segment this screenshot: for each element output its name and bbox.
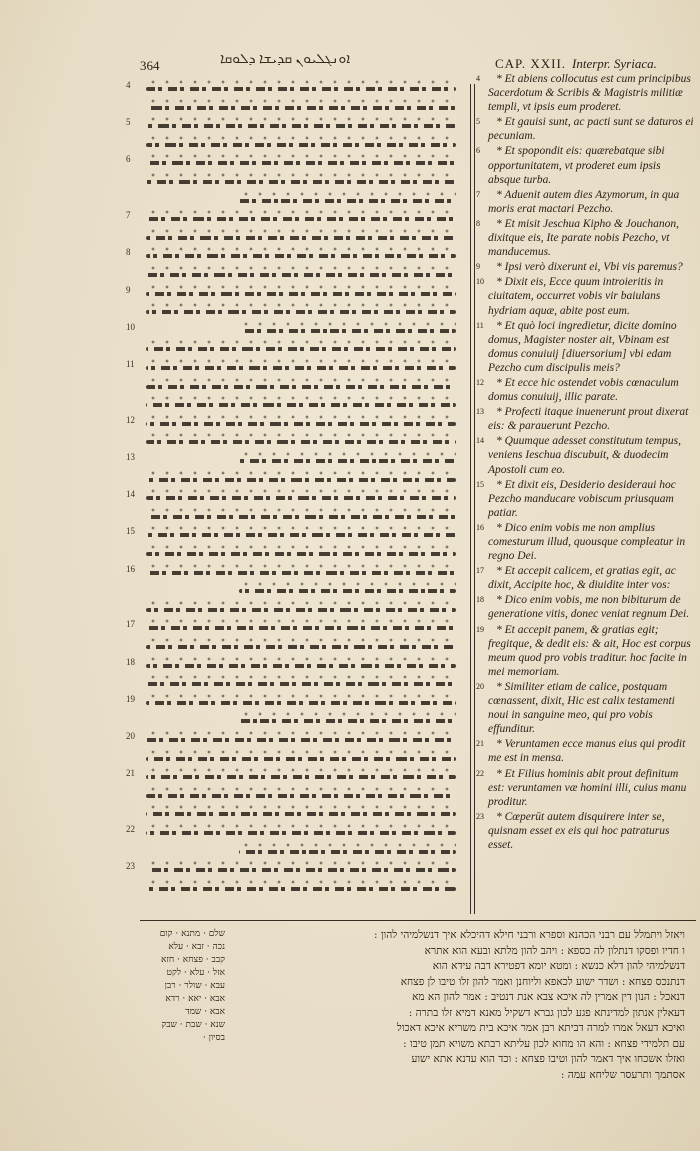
hebrew-line: דנאכל : הנון דין אמרין לה איכא צבא אנת דנטיב : אמר להון הא מא bbox=[412, 991, 685, 1003]
latin-verse bbox=[478, 260, 696, 274]
syriac-verse-number: 4 bbox=[126, 80, 131, 90]
verse-number: 22 bbox=[476, 768, 484, 778]
syriac-line bbox=[146, 785, 456, 803]
footnote-divider bbox=[140, 920, 696, 921]
gloss-line: בסיון · bbox=[202, 1033, 225, 1043]
syriac-line bbox=[146, 562, 456, 580]
verse-text: * Et dixit eis, Desiderio desideraui hoc Pezcho manducare vobiscum priusquam patiar. bbox=[488, 478, 676, 519]
verse-text: * Et abiens collocutus est cum principibus Sacerdotum & Scribis & Magistris militiæ templi, vt ipsis eum proderet. bbox=[488, 73, 691, 114]
hebrew-gloss-column bbox=[140, 928, 225, 1068]
syriac-verse-number: 12 bbox=[126, 414, 135, 425]
latin-verse bbox=[478, 275, 696, 317]
syriac-line bbox=[146, 78, 456, 96]
syriac-line bbox=[146, 431, 456, 449]
syriac-line bbox=[146, 227, 456, 245]
latin-verse bbox=[478, 810, 696, 852]
latin-verse bbox=[478, 72, 696, 114]
hebrew-text-block bbox=[225, 928, 685, 1081]
syriac-line bbox=[146, 97, 456, 115]
verse-text: * Dico enim vobis, me non bibiturum de generatione vitis, donec veniat regnum Dei. bbox=[488, 594, 690, 621]
syriac-line bbox=[146, 803, 456, 821]
syriac-verse-number: 11 bbox=[126, 359, 135, 369]
syriac-text-column bbox=[126, 78, 460, 878]
verse-text: * Et spopondit eis: quærebatque sibi opportunitatem, vt proderet eum ipsis absque turba. bbox=[488, 145, 665, 186]
hebrew-line: ויאזל ויתמלל עם רבני הכהנא וספרא ורבני חילא דהיכלא איך דנשלמיהי להון : bbox=[373, 929, 685, 941]
syriac-verse-number: 20 bbox=[126, 731, 135, 741]
verse-number: 17 bbox=[476, 566, 484, 576]
gloss-line: אבא · שמד bbox=[185, 1007, 225, 1017]
interpretation-heading: Interpr. Syriaca. bbox=[572, 56, 657, 71]
latin-verse bbox=[478, 144, 696, 186]
latin-verse bbox=[478, 188, 696, 216]
verse-number: 16 bbox=[476, 522, 484, 532]
syriac-line bbox=[146, 301, 456, 319]
gloss-line: שנא · שבת · שבק bbox=[161, 1020, 225, 1030]
syriac-verse-number: 17 bbox=[126, 619, 135, 630]
latin-verse bbox=[478, 115, 696, 143]
syriac-line bbox=[239, 710, 456, 728]
verse-number: 9 bbox=[476, 262, 480, 272]
gloss-line: אזל · עלא · לקט bbox=[166, 968, 225, 978]
syriac-line bbox=[146, 469, 456, 487]
verse-text: * Veruntamen ecce manus eius qui prodit me est in mensa. bbox=[488, 738, 686, 765]
syriac-line bbox=[146, 692, 456, 710]
syriac-line bbox=[146, 264, 456, 282]
verse-number: 5 bbox=[476, 117, 480, 127]
syriac-line bbox=[146, 376, 456, 394]
syriac-verse-number: 22 bbox=[126, 824, 135, 834]
syriac-line bbox=[146, 357, 456, 375]
column-divider bbox=[474, 84, 475, 914]
syriac-line bbox=[146, 599, 456, 617]
syriac-verse-number: 9 bbox=[126, 284, 131, 295]
syriac-line bbox=[146, 115, 456, 133]
syriac-line bbox=[239, 841, 456, 859]
gloss-line: שלם · מתנא · קום bbox=[159, 929, 225, 939]
latin-verse bbox=[478, 405, 696, 433]
chapter-heading: CAP. XXII. bbox=[495, 56, 567, 71]
syriac-line bbox=[146, 766, 456, 784]
verse-text: * Et accepit panem, & gratias egit; fregitque, & dedit eis: & ait, Hoc est corpus meum quod pro vobis traditur. hoc facite in mei memoriam. bbox=[488, 623, 691, 678]
latin-verse bbox=[478, 737, 696, 765]
syriac-line bbox=[146, 524, 456, 542]
latin-verse bbox=[478, 767, 696, 809]
syriac-verse-number: 10 bbox=[126, 321, 135, 332]
verse-number: 10 bbox=[476, 277, 484, 287]
verse-text: * Et misit Jeschua Kipho & Jouchanon, dixitque eis, Ite parate nobis Pezcho, vt manducemus. bbox=[488, 217, 680, 259]
syriac-line bbox=[146, 617, 456, 635]
syriac-line bbox=[146, 859, 456, 877]
syriac-line bbox=[146, 636, 456, 654]
verse-number: 21 bbox=[476, 739, 484, 749]
syriac-verse-number: 8 bbox=[126, 247, 131, 258]
syriac-verse-number: 16 bbox=[126, 563, 135, 574]
syriac-line bbox=[146, 822, 456, 840]
latin-verse bbox=[478, 593, 696, 621]
syriac-line bbox=[146, 878, 456, 896]
verse-number: 8 bbox=[476, 218, 480, 228]
latin-verse bbox=[478, 434, 696, 476]
syriac-verse-number: 19 bbox=[126, 693, 135, 704]
page-number: 364 bbox=[140, 58, 160, 73]
verse-text: * Et gauisi sunt, ac pacti sunt se daturos ei pecuniam. bbox=[488, 116, 694, 143]
verse-number: 13 bbox=[476, 407, 484, 417]
syriac-line bbox=[239, 580, 456, 598]
syriac-verse-number: 7 bbox=[126, 210, 131, 221]
verse-number: 7 bbox=[476, 189, 480, 199]
verse-text: * Et ecce hic ostendet vobis cœnaculum domus conuiuij, illic parate. bbox=[488, 376, 679, 404]
syriac-line bbox=[146, 134, 456, 152]
verse-number: 20 bbox=[476, 681, 484, 691]
verse-text: * Aduenit autem dies Azymorum, in qua moris erat mactari Pezcho. bbox=[488, 188, 680, 215]
verse-number: 14 bbox=[476, 436, 484, 446]
syriac-line bbox=[146, 208, 456, 226]
verse-text: * Quumque adesset constitutum tempus, veniens Ieschua discubuit, & duodecim Apostoli cum eo. bbox=[488, 435, 681, 476]
verse-number: 19 bbox=[476, 624, 484, 634]
latin-verse bbox=[478, 319, 696, 375]
verse-number: 15 bbox=[476, 479, 484, 489]
verse-number: 18 bbox=[476, 595, 484, 605]
syriac-line bbox=[146, 171, 456, 189]
hebrew-line: אסתמך ותרעסר שליחא עמה : bbox=[560, 1068, 685, 1081]
latin-verse bbox=[478, 680, 696, 736]
syriac-verse-number: 14 bbox=[126, 489, 135, 500]
syriac-line bbox=[146, 245, 456, 263]
verse-number: 6 bbox=[476, 146, 480, 156]
syriac-line bbox=[146, 673, 456, 691]
latin-verse bbox=[478, 478, 696, 520]
syriac-line bbox=[146, 413, 456, 431]
syriac-line bbox=[146, 283, 456, 301]
syriac-line bbox=[239, 190, 456, 208]
latin-verse bbox=[478, 217, 696, 259]
syriac-line bbox=[146, 748, 456, 766]
syriac-verse-number: 23 bbox=[126, 861, 135, 872]
latin-verse bbox=[478, 564, 696, 592]
hebrew-line: דנשלמיהי להון דלא כנשא : ומטא יומא דפטירא דבה עידא הוא bbox=[432, 960, 685, 972]
syriac-verse-number: 21 bbox=[126, 768, 135, 779]
verse-text: * Et accepit calicem, et gratias egit, ac dixit, Accipite hoc, & diuidite inter vos: bbox=[488, 565, 676, 592]
syriac-line bbox=[146, 506, 456, 524]
hebrew-line: ו חדיו ופסקו דנתלון לה כספא : ויהב להון מלתא ובעא הוא אתרא bbox=[424, 944, 685, 957]
verse-number: 12 bbox=[476, 377, 484, 387]
column-divider bbox=[470, 84, 471, 914]
syriac-verse-number: 13 bbox=[126, 452, 135, 462]
latin-verse bbox=[478, 376, 696, 404]
verse-number: 11 bbox=[476, 320, 484, 330]
verse-text: * Ipsi verò dixerunt ei, Vbi vis paremus? bbox=[496, 261, 683, 274]
syriac-verse-number: 5 bbox=[126, 117, 131, 128]
hebrew-line: דנתנכס פצחא : ושדר ישוע לכאפא וליוחנן ואמר להון זלו טיבו לן פצחא bbox=[400, 975, 685, 988]
syriac-verse-number: 6 bbox=[126, 154, 131, 165]
verse-text: * Dico enim vobis me non amplius comesturum illud, quousque compleatur in regno Dei. bbox=[488, 521, 686, 563]
syriac-line bbox=[146, 543, 456, 561]
hebrew-line: עם תלמידי פצחא : והא הו מחוא לכון עליתא רבתא משויא תמן טיבו : bbox=[403, 1037, 685, 1050]
syriac-verse-number: 18 bbox=[126, 656, 135, 667]
latin-verse bbox=[478, 623, 696, 679]
verse-text: * Profecti itaque inuenerunt prout dixerat eis: & parauerunt Pezcho. bbox=[488, 406, 689, 433]
syriac-line bbox=[146, 338, 456, 356]
hebrew-line: ואיכא דעאל אמרו למרה דביתא רבן אמר איכא בית משריא איכא דאכול bbox=[396, 1022, 685, 1034]
syriac-line bbox=[146, 487, 456, 505]
latin-translation-column bbox=[478, 72, 696, 912]
syriac-line bbox=[239, 450, 456, 468]
syriac-line bbox=[146, 394, 456, 412]
verse-number: 4 bbox=[476, 74, 480, 83]
gloss-line: אבא · יאא · רדא bbox=[165, 994, 225, 1004]
latin-verse bbox=[478, 521, 696, 563]
verse-text: * Et Filius hominis abit prout definitum est: veruntamen væ homini illi, cuius manu proditur. bbox=[488, 767, 687, 808]
verse-number: 23 bbox=[476, 811, 484, 821]
gloss-line: קבב · פצחא · חזא bbox=[160, 955, 225, 965]
verse-text: * Cœperūt autem disquirere inter se, quisnam esset ex eis qui hoc patraturus esset. bbox=[488, 810, 670, 851]
syriac-running-title: ܐܘܢܓܠܝܘܢ ܩܕܝܫܐ ܕܠܘܩܐ bbox=[220, 52, 351, 67]
syriac-verse-number: 15 bbox=[126, 526, 135, 537]
hebrew-line: דעאלין אנתון למדינתא פגע לכון גברא דשקיל מאנא דמיא זלו בתרה : bbox=[408, 1006, 685, 1019]
gloss-line: עבא · שולר · רבן bbox=[164, 981, 225, 991]
gloss-line: נכה · זבא · עלא bbox=[168, 942, 225, 952]
syriac-line bbox=[239, 320, 456, 338]
verse-text: * Et quò loci ingredietur, dicite domino domus, Magister noster ait, Vbinam est domus conuiuij [diuersorium] vbi edam Pezcho cum discipulis meis? bbox=[488, 319, 677, 374]
syriac-line bbox=[146, 152, 456, 170]
syriac-line bbox=[146, 655, 456, 673]
verse-text: * Similiter etiam de calice, postquam cœnassent, dixit, Hic est calix testamenti noui in sanguine meo, qui pro vobis effunditur. bbox=[488, 680, 675, 736]
syriac-line bbox=[146, 729, 456, 747]
verse-text: * Dixit eis, Ecce quum introieritis in ciuitatem, occurret vobis vir baiulans hydriam aquæ, abite post eum. bbox=[488, 276, 664, 317]
hebrew-line: ואזלו אשכחו איך דאמר להון וטיבו פצחא : וכד הוא עדנא אתא ישוע bbox=[411, 1053, 685, 1065]
